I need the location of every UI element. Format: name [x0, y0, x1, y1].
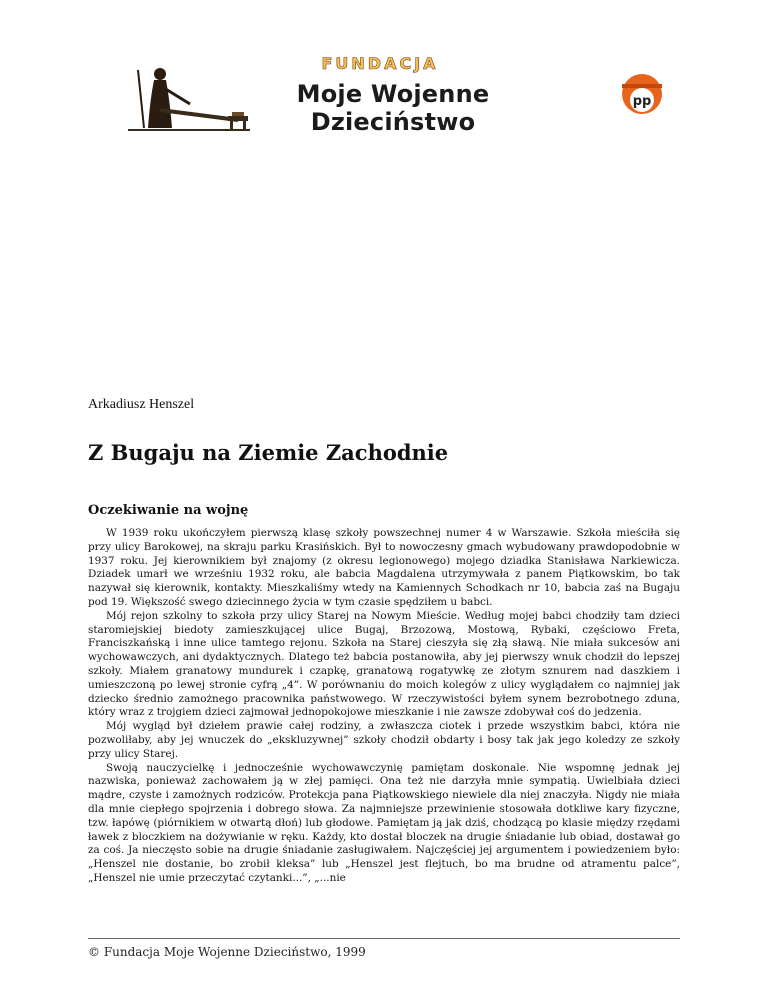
- paragraph: Swoją nauczycielkę i jednocześnie wychowawczynię pamiętam doskonale. Nie wspomnę jednak jej nazwiska, ponieważ zachowałem ją w złej pamięci. Ona też nie darzyła mnie sympatią. Uwielbiała dzieci mądre, czyste i zamożnych rodziców. Protekcja pana Piątkowskiego niewiele dla niej znaczyła. Nigdy nie miała dla mnie ciepłego spojrzenia i dobrego słowa. Za najmniejsze przewinienie stosowała dotkliwe kary fizyczne, tzw. łapówę (piórnikiem w otwartą dłoń) lub głodowe. Pamiętam ją jak dziś, chodzącą po klasie między rzędami ławek z bloczkiem na dożywianie w ręku. Każdy, kto dostał bloczek na drugie śniadanie lub obiad, dostawał go za coś. Ja nieczęsto sobie na drugie śniadanie zasługiwałem. Najczęściej jej argumentem i powiedzeniem było: „Henszel nie dostanie, bo zrobił kleksa” lub „Henszel jest flejtuch, bo ma brudne od atramentu palce”, „Henszel nie umie przeczytać czytanki...”, „...nie: [88, 761, 680, 884]
- footer-copyright: © Fundacja Moje Wojenne Dzieciństwo, 1999: [88, 945, 366, 959]
- logo-fundacja-text: FUNDACJA: [321, 54, 439, 73]
- footer-divider: [88, 938, 680, 939]
- document-title: Z Bugaju na Ziemie Zachodnie: [88, 440, 449, 465]
- body-text: [88, 527, 680, 886]
- page-header: [0, 0, 768, 136]
- paragraph: Mój rejon szkolny to szkoła przy ulicy Starej na Nowym Mieście. Według mojej babci chodziły tam dzieci staromiejskiej biedoty zamieszkującej ulice Bugaj, Brzozową, Mostową, Rybaki, częściowo Freta, Franciszkańską i inne ulice tamtego rejonu. Szkoła na Starej cieszyła się złą sławą. Nie miała sukcesów ani wychowawczych, ani dydaktycznych. Dlatego też babcia postanowiła, aby jej pierwszy wnuk chodził do lepszej szkoły. Miałem granatowy mundurek i czapkę, granatową rogatywkę ze złotym sznurem nad daszkiem i umieszczoną po lewej stronie cyfrą „4”. W porównaniu do moich kolegów z ulicy wyglądałem co najmniej jak dziecko średnio zamożnego pracownika państwowego. W rzeczywistości byłem synem bezrobotnego zduna, który wraz z trojgiem dzieci zajmował jednopokojowe mieszkanie i nie zawsze zdobywał coś do jedzenia.: [88, 609, 680, 719]
- paragraph: Mój wygląd był dziełem prawie całej rodziny, a zwłaszcza ciotek i przede wszystkim babci, która nie pozwoliłaby, aby jej wnuczek do „ekskluzywnej” szkoły chodził obdarty i bosy tak jak jego koledzy ze szkoły przy ulicy Starej.: [88, 720, 680, 760]
- pp-badge-icon: [618, 70, 666, 118]
- author-name: Arkadiusz Henszel: [88, 397, 195, 412]
- logo-title-text: Moje Wojenne Dzieciństwo: [296, 80, 490, 136]
- section-heading: Oczekiwanie na wojnę: [88, 503, 249, 518]
- pp-badge-text: pp: [632, 94, 652, 109]
- paragraph: W 1939 roku ukończyłem pierwszą klasę szkoły powszechnej numer 4 w Warszawie. Szkoła mieściła się przy ulicy Barokowej, na skraju parku Krasińskich. Był to nowoczesny gmach wybudowany prawdopodobnie w 1937 roku. Jej kierownikiem był znajomy (z okresu legionowego) mojego dziadka Stanisława Narkiewicza. Dziadek umarł we wrześniu 1932 roku, ale babcia Magdalena utrzymywała z panem Piątkowskim, bo tak nazywał się kierownik, kontakty. Mieszkaliśmy wtedy na Kamiennych Schodkach nr 10, babcia zaś na Bugaju pod 19. Większość swego dziecinnego życia w tym czasie spędziłem u babci.: [88, 527, 680, 608]
